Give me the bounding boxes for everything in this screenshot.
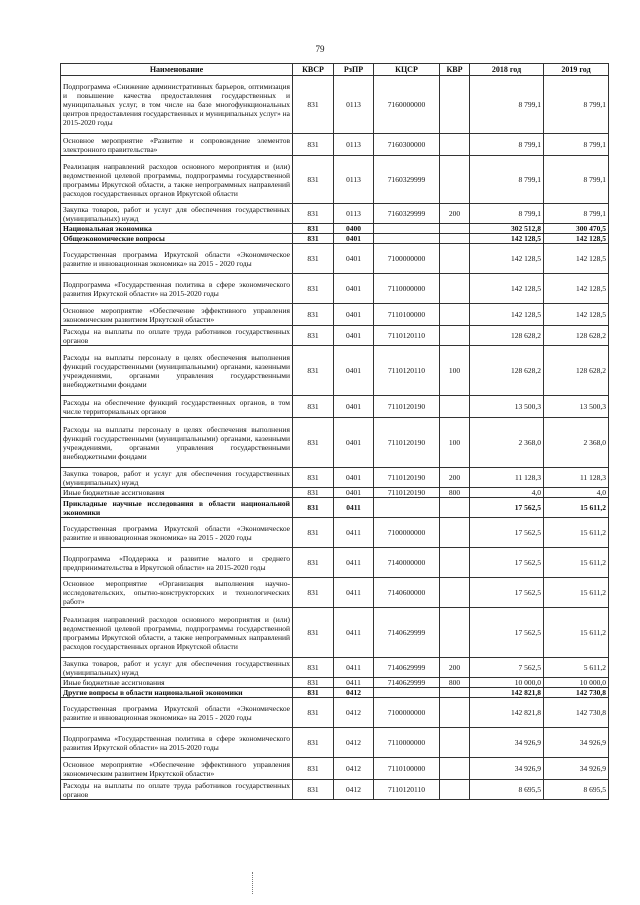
row-amount-2018: 8 799,1: [470, 156, 544, 204]
row-kvr: [440, 698, 470, 728]
row-kvsr: 831: [293, 498, 334, 518]
row-amount-2019: 8 799,1: [544, 204, 609, 224]
row-kcsr: 7110100000: [374, 304, 440, 326]
row-kvsr: 831: [293, 758, 334, 780]
table-row: [61, 274, 609, 304]
row-kvsr: 831: [293, 658, 334, 678]
row-kvsr: 831: [293, 578, 334, 608]
row-kvsr: 831: [293, 244, 334, 274]
header-rzpr: РзПР: [334, 64, 374, 76]
row-kvr: [440, 728, 470, 758]
row-rzpr: 0411: [334, 518, 374, 548]
row-amount-2018: 142 821,8: [470, 698, 544, 728]
header-kcsr: КЦСР: [374, 64, 440, 76]
row-amount-2019: 128 628,2: [544, 346, 609, 396]
row-kvsr: 831: [293, 156, 334, 204]
row-kvsr: 831: [293, 678, 334, 688]
row-kvsr: 831: [293, 728, 334, 758]
table-row: [61, 608, 609, 658]
row-name: Реализация направлений расходов основного мероприятия и (или) ведомственной целевой программы, подпрограммы государственной программы Иркутской области, а также непрограммных направлений расходов государственных органов Иркутской области: [61, 156, 293, 204]
row-rzpr: 0401: [334, 488, 374, 498]
row-kvsr: 831: [293, 698, 334, 728]
row-rzpr: 0401: [334, 346, 374, 396]
row-amount-2018: 142 128,5: [470, 304, 544, 326]
row-rzpr: 0411: [334, 608, 374, 658]
row-amount-2019: 13 500,3: [544, 396, 609, 418]
row-kvsr: 831: [293, 76, 334, 134]
header-name: Наименование: [61, 64, 293, 76]
table-row: [61, 418, 609, 468]
row-amount-2019: 142 128,5: [544, 274, 609, 304]
row-amount-2019: 34 926,9: [544, 728, 609, 758]
row-kvsr: 831: [293, 468, 334, 488]
row-rzpr: 0412: [334, 728, 374, 758]
row-rzpr: 0113: [334, 76, 374, 134]
row-kcsr: 7100000000: [374, 518, 440, 548]
row-kcsr: [374, 234, 440, 244]
row-amount-2018: 142 128,5: [470, 274, 544, 304]
row-name: Другие вопросы в области национальной экономики: [61, 688, 293, 698]
row-name: Национальная экономика: [61, 224, 293, 234]
row-kvr: [440, 498, 470, 518]
header-kvsr: КВСР: [293, 64, 334, 76]
row-name: Основное мероприятие «Организация выполнения научно-исследовательских, опытно-конструкторских и технологических работ»: [61, 578, 293, 608]
row-rzpr: 0411: [334, 578, 374, 608]
row-kvr: 200: [440, 658, 470, 678]
table-row: [61, 578, 609, 608]
row-kvr: [440, 578, 470, 608]
table-row: [61, 468, 609, 488]
row-kvsr: 831: [293, 518, 334, 548]
row-kvr: [440, 76, 470, 134]
row-rzpr: 0401: [334, 468, 374, 488]
row-name: Закупка товаров, работ и услуг для обеспечения государственных (муниципальных) нужд: [61, 658, 293, 678]
row-kcsr: 7110120190: [374, 488, 440, 498]
row-amount-2018: 7 562,5: [470, 658, 544, 678]
row-kcsr: 7140000000: [374, 548, 440, 578]
row-kvr: 200: [440, 468, 470, 488]
row-kvr: [440, 224, 470, 234]
row-amount-2018: 302 512,8: [470, 224, 544, 234]
row-rzpr: 0411: [334, 658, 374, 678]
row-rzpr: 0113: [334, 134, 374, 156]
row-amount-2019: 142 730,8: [544, 698, 609, 728]
row-amount-2018: 11 128,3: [470, 468, 544, 488]
row-kvsr: 831: [293, 418, 334, 468]
row-kvr: [440, 780, 470, 800]
row-kcsr: 7100000000: [374, 698, 440, 728]
row-amount-2019: 15 611,2: [544, 518, 609, 548]
row-amount-2019: 15 611,2: [544, 608, 609, 658]
row-kcsr: 7140629999: [374, 658, 440, 678]
table-row: [61, 498, 609, 518]
row-kvsr: 831: [293, 304, 334, 326]
row-rzpr: 0411: [334, 678, 374, 688]
row-name: Государственная программа Иркутской области «Экономическое развитие и инновационная экономика» на 2015 - 2020 годы: [61, 244, 293, 274]
row-kcsr: 7110100000: [374, 758, 440, 780]
row-amount-2019: 5 611,2: [544, 658, 609, 678]
row-amount-2019: 10 000,0: [544, 678, 609, 688]
table-row: [61, 728, 609, 758]
row-amount-2019: 142 128,5: [544, 304, 609, 326]
table-body: [61, 76, 609, 800]
row-name: Основное мероприятие «Обеспечение эффективного управления экономическим развитием Иркутской области»: [61, 304, 293, 326]
row-rzpr: 0412: [334, 688, 374, 698]
row-kcsr: 7110120190: [374, 468, 440, 488]
row-name: Реализация направлений расходов основного мероприятия и (или) ведомственной целевой программы, подпрограммы государственной программы Иркутской области, а также непрограммных направлений расходов государственных органов Иркутской области: [61, 608, 293, 658]
row-kvr: [440, 156, 470, 204]
row-kvsr: 831: [293, 204, 334, 224]
row-kvsr: 831: [293, 224, 334, 234]
row-kcsr: 7160329999: [374, 204, 440, 224]
row-name: Государственная программа Иркутской области «Экономическое развитие и инновационная экономика» на 2015 - 2020 годы: [61, 518, 293, 548]
row-kcsr: 7140600000: [374, 578, 440, 608]
row-amount-2019: 15 611,2: [544, 578, 609, 608]
row-name: Подпрограмма «Поддержка и развитие малого и среднего предпринимательства в Иркутской области» на 2015-2020 годы: [61, 548, 293, 578]
row-amount-2019: 2 368,0: [544, 418, 609, 468]
row-amount-2019: 300 470,5: [544, 224, 609, 234]
row-kvr: [440, 304, 470, 326]
row-kvsr: 831: [293, 780, 334, 800]
table-row: [61, 134, 609, 156]
row-amount-2019: 15 611,2: [544, 498, 609, 518]
row-kvsr: 831: [293, 548, 334, 578]
table-row: [61, 244, 609, 274]
row-amount-2018: 142 821,8: [470, 688, 544, 698]
row-name: Государственная программа Иркутской области «Экономическое развитие и инновационная экономика» на 2015 - 2020 годы: [61, 698, 293, 728]
row-amount-2019: 8 695,5: [544, 780, 609, 800]
row-kvr: [440, 244, 470, 274]
table-row: [61, 780, 609, 800]
header-2018: 2018 год: [470, 64, 544, 76]
row-kcsr: 7140629999: [374, 608, 440, 658]
row-amount-2018: 142 128,5: [470, 234, 544, 244]
row-name: Расходы на выплаты по оплате труда работников государственных органов: [61, 780, 293, 800]
row-kcsr: 7110120110: [374, 326, 440, 346]
table-row: [61, 488, 609, 498]
row-rzpr: 0401: [334, 326, 374, 346]
row-rzpr: 0411: [334, 498, 374, 518]
row-kvsr: 831: [293, 234, 334, 244]
row-kcsr: [374, 688, 440, 698]
row-rzpr: 0401: [334, 396, 374, 418]
row-amount-2019: 128 628,2: [544, 326, 609, 346]
row-amount-2018: 17 562,5: [470, 518, 544, 548]
row-name: Общеэкономические вопросы: [61, 234, 293, 244]
row-rzpr: 0113: [334, 156, 374, 204]
row-kvr: [440, 518, 470, 548]
row-kcsr: 7140629999: [374, 678, 440, 688]
row-name: Иные бюджетные ассигнования: [61, 678, 293, 688]
table-row: [61, 518, 609, 548]
table-row: [61, 548, 609, 578]
row-name: Расходы на выплаты персоналу в целях обеспечения выполнения функций государственными (муниципальными) органами, казенными учреждениями, органами управления государственными внебюджетными фондами: [61, 418, 293, 468]
row-amount-2018: 10 000,0: [470, 678, 544, 688]
table-row: [61, 758, 609, 780]
header-kvr: КВР: [440, 64, 470, 76]
table-row: [61, 204, 609, 224]
row-kvr: [440, 134, 470, 156]
row-amount-2018: 17 562,5: [470, 578, 544, 608]
row-kcsr: 7110000000: [374, 274, 440, 304]
page-number: 79: [315, 44, 325, 54]
row-name: Закупка товаров, работ и услуг для обеспечения государственных (муниципальных) нужд: [61, 204, 293, 224]
row-kcsr: 7160329999: [374, 156, 440, 204]
row-kvsr: 831: [293, 346, 334, 396]
row-rzpr: 0400: [334, 224, 374, 234]
table-row: [61, 156, 609, 204]
row-amount-2019: 34 926,9: [544, 758, 609, 780]
table-row: [61, 396, 609, 418]
row-amount-2019: 142 730,8: [544, 688, 609, 698]
row-amount-2018: 142 128,5: [470, 244, 544, 274]
row-kvr: [440, 548, 470, 578]
row-amount-2019: 15 611,2: [544, 548, 609, 578]
table-row: [61, 76, 609, 134]
header-2019: 2019 год: [544, 64, 609, 76]
row-amount-2019: 142 128,5: [544, 234, 609, 244]
row-amount-2019: 8 799,1: [544, 76, 609, 134]
row-amount-2018: 13 500,3: [470, 396, 544, 418]
row-kcsr: 7160000000: [374, 76, 440, 134]
table-header-row: [61, 64, 609, 76]
row-kvr: [440, 758, 470, 780]
row-name: Иные бюджетные ассигнования: [61, 488, 293, 498]
row-amount-2019: 142 128,5: [544, 244, 609, 274]
table-row: [61, 346, 609, 396]
row-kvr: [440, 608, 470, 658]
row-kcsr: 7110120110: [374, 780, 440, 800]
row-name: Закупка товаров, работ и услуг для обеспечения государственных (муниципальных) нужд: [61, 468, 293, 488]
row-kvsr: 831: [293, 274, 334, 304]
row-amount-2018: 17 562,5: [470, 548, 544, 578]
row-kcsr: 7160300000: [374, 134, 440, 156]
row-kvsr: 831: [293, 134, 334, 156]
row-rzpr: 0411: [334, 548, 374, 578]
row-kvr: 800: [440, 678, 470, 688]
row-amount-2018: 4,0: [470, 488, 544, 498]
row-amount-2018: 8 695,5: [470, 780, 544, 800]
row-name: Расходы на обеспечение функций государственных органов, в том числе территориальных органов: [61, 396, 293, 418]
scan-mark: [252, 872, 254, 894]
row-amount-2019: 8 799,1: [544, 156, 609, 204]
row-name: Основное мероприятие «Развитие и сопровождение элементов электронного правительства»: [61, 134, 293, 156]
row-kvr: [440, 396, 470, 418]
row-amount-2018: 34 926,9: [470, 758, 544, 780]
row-amount-2018: 8 799,1: [470, 134, 544, 156]
row-name: Основное мероприятие «Обеспечение эффективного управления экономическим развитием Иркутской области»: [61, 758, 293, 780]
row-rzpr: 0113: [334, 204, 374, 224]
row-name: Расходы на выплаты персоналу в целях обеспечения выполнения функций государственными (муниципальными) органами, казенными учреждениями, органами управления государственными внебюджетными фондами: [61, 346, 293, 396]
row-kvr: [440, 688, 470, 698]
row-amount-2019: 11 128,3: [544, 468, 609, 488]
table-row: [61, 658, 609, 678]
row-amount-2018: 34 926,9: [470, 728, 544, 758]
row-rzpr: 0401: [334, 244, 374, 274]
row-amount-2018: 2 368,0: [470, 418, 544, 468]
row-rzpr: 0412: [334, 758, 374, 780]
row-amount-2018: 17 562,5: [470, 608, 544, 658]
row-amount-2018: 17 562,5: [470, 498, 544, 518]
row-name: Прикладные научные исследования в области национальной экономики: [61, 498, 293, 518]
row-kcsr: [374, 224, 440, 234]
row-kvr: 100: [440, 346, 470, 396]
row-kvsr: 831: [293, 488, 334, 498]
row-kvr: [440, 274, 470, 304]
row-kvr: 200: [440, 204, 470, 224]
row-kvr: [440, 326, 470, 346]
row-kvsr: 831: [293, 396, 334, 418]
row-name: Подпрограмма «Государственная политика в сфере экономического развития Иркутской области» на 2015-2020 годы: [61, 728, 293, 758]
row-rzpr: 0412: [334, 780, 374, 800]
table-row: [61, 304, 609, 326]
table-row: [61, 234, 609, 244]
row-kcsr: 7110120190: [374, 396, 440, 418]
table-row: [61, 326, 609, 346]
row-name: Подпрограмма «Государственная политика в сфере экономического развития Иркутской области» на 2015-2020 годы: [61, 274, 293, 304]
row-amount-2019: 8 799,1: [544, 134, 609, 156]
table-row: [61, 698, 609, 728]
row-kvr: 100: [440, 418, 470, 468]
row-rzpr: 0401: [334, 418, 374, 468]
budget-table: [60, 63, 609, 800]
table-row: [61, 688, 609, 698]
row-kvsr: 831: [293, 608, 334, 658]
row-name: Подпрограмма «Снижение административных барьеров, оптимизация и повышение качества предоставления государственных и муниципальных услуг, в том числе на базе многофункциональных центров предоставления государственных и муниципальных услуг» на 2015-2020 годы: [61, 76, 293, 134]
row-kcsr: [374, 498, 440, 518]
row-rzpr: 0412: [334, 698, 374, 728]
row-kvsr: 831: [293, 688, 334, 698]
row-kcsr: 7100000000: [374, 244, 440, 274]
row-kcsr: 7110120190: [374, 418, 440, 468]
row-rzpr: 0401: [334, 304, 374, 326]
row-rzpr: 0401: [334, 234, 374, 244]
row-amount-2019: 4,0: [544, 488, 609, 498]
row-amount-2018: 128 628,2: [470, 346, 544, 396]
row-kvr: 800: [440, 488, 470, 498]
table-row: [61, 224, 609, 234]
row-amount-2018: 8 799,1: [470, 204, 544, 224]
table-row: [61, 678, 609, 688]
row-kcsr: 7110120110: [374, 346, 440, 396]
row-amount-2018: 128 628,2: [470, 326, 544, 346]
row-kcsr: 7110000000: [374, 728, 440, 758]
row-rzpr: 0401: [334, 274, 374, 304]
row-kvsr: 831: [293, 326, 334, 346]
row-kvr: [440, 234, 470, 244]
row-amount-2018: 8 799,1: [470, 76, 544, 134]
row-name: Расходы на выплаты по оплате труда работников государственных органов: [61, 326, 293, 346]
